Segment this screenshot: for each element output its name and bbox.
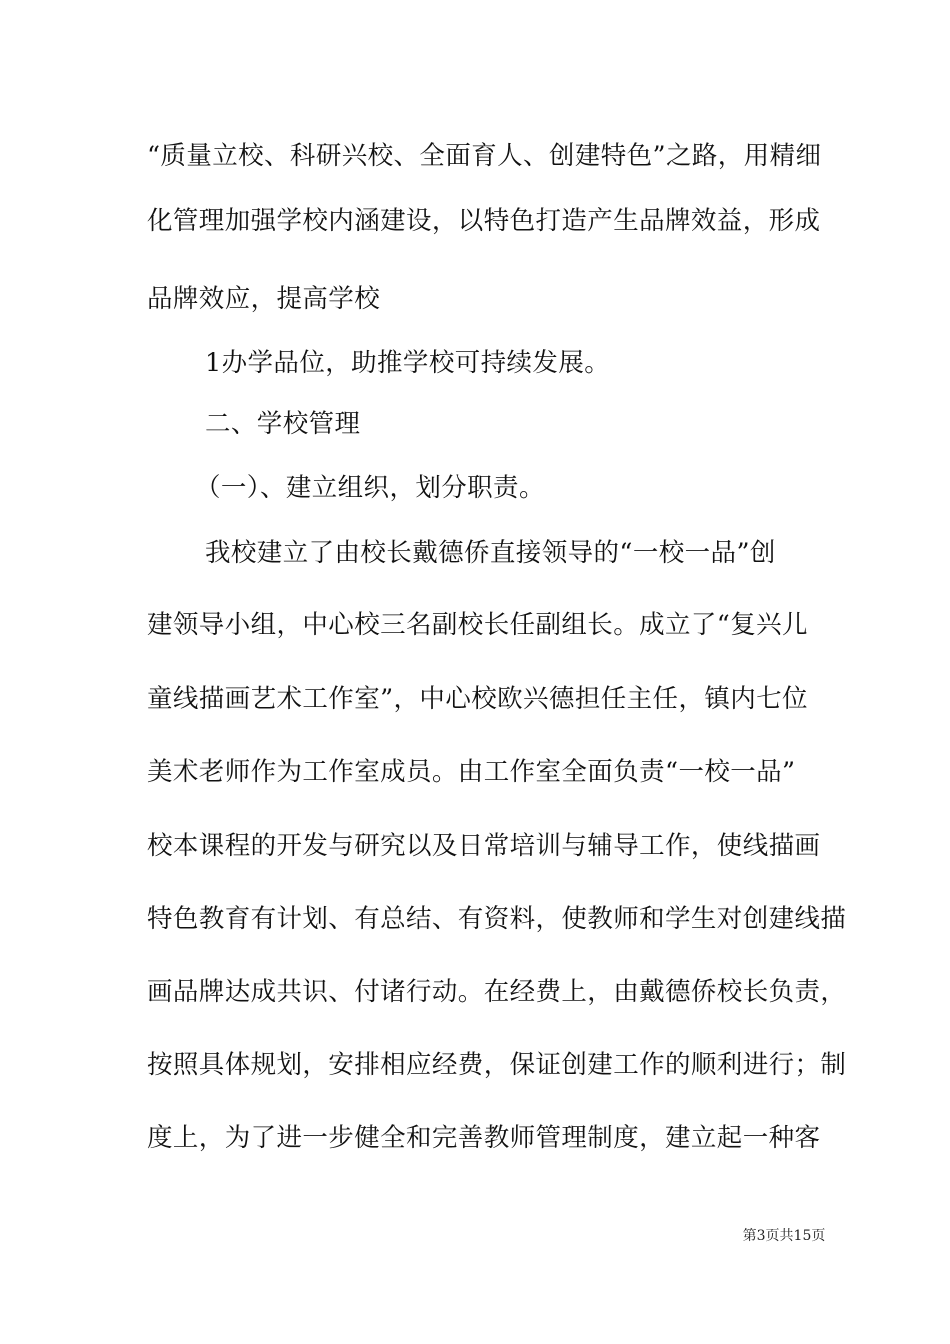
paragraph-line-12: 按照具体规划，安排相应经费，保证创建工作的顺利进行；制	[147, 1050, 847, 1080]
paragraph-line-6: 建领导小组，中心校三名副校长任副组长。成立了“复兴儿	[147, 610, 808, 640]
paragraph-line-4: 1办学品位，助推学校可持续发展。	[205, 348, 611, 378]
paragraph-line-7: 童线描画艺术工作室”，中心校欧兴德担任主任，镇内七位	[147, 684, 808, 714]
page-number-footer	[0, 1227, 950, 1245]
paragraph-line-2: 化管理加强学校内涵建设，以特色打造产生品牌效益，形成	[147, 206, 821, 236]
paragraph-line-3: 品牌效应，提高学校	[147, 284, 381, 314]
paragraph-line-10: 特色教育有计划、有总结、有资料，使教师和学生对创建线描	[147, 904, 847, 934]
paragraph-line-11: 画品牌达成共识、付诸行动。在经费上，由戴德侨校长负责，	[147, 977, 847, 1007]
paragraph-line-9: 校本课程的开发与研究以及日常培训与辅导工作，使线描画	[147, 831, 821, 861]
paragraph-line-1: “质量立校、科研兴校、全面育人、创建特色”之路，用精细	[147, 141, 822, 171]
paragraph-line-13: 度上，为了进一步健全和完善教师管理制度，建立起一种客	[147, 1123, 821, 1153]
paragraph-line-8: 美术老师作为工作室成员。由工作室全面负责“一校一品”	[147, 757, 796, 787]
paragraph-line-5: 我校建立了由校长戴德侨直接领导的“一校一品”创	[205, 538, 776, 568]
page-number-text: 第3页共15页	[742, 1228, 826, 1244]
section-heading: 二、学校管理	[205, 409, 361, 439]
subsection-heading: （一）、建立组织，划分职责。	[195, 473, 545, 503]
